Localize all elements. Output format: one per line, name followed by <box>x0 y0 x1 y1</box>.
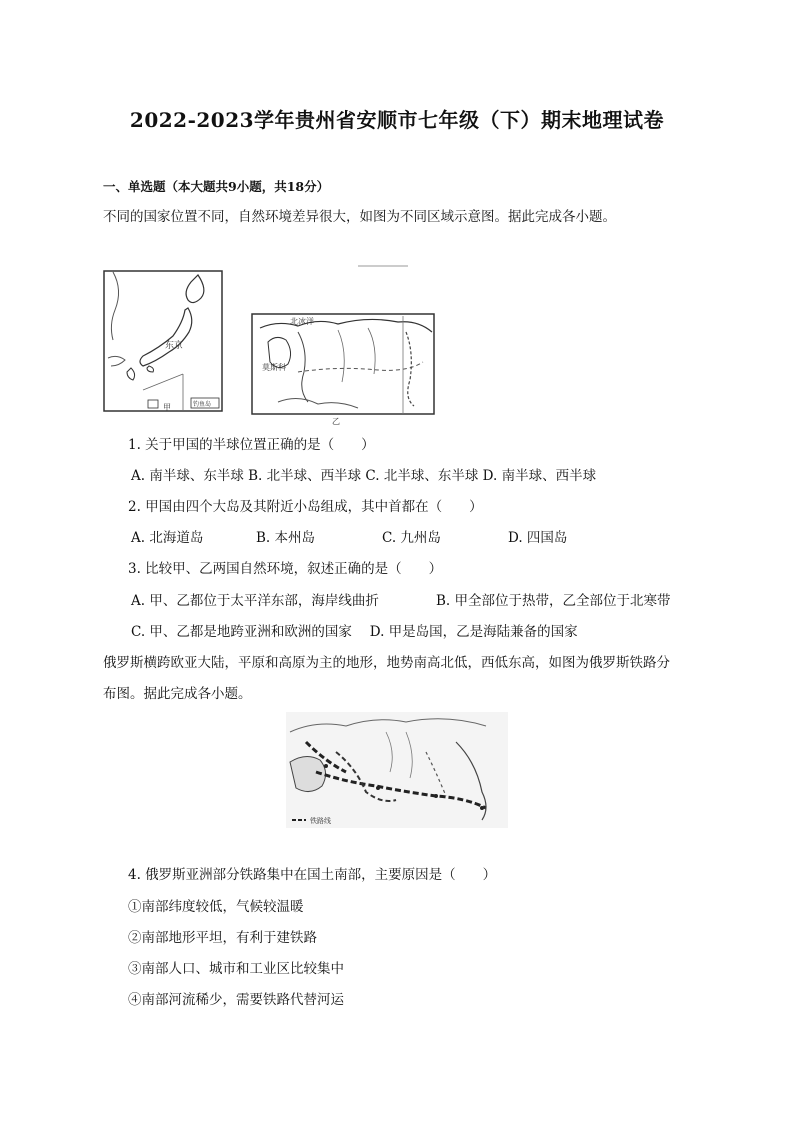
q4-item-4: ④南部河流稀少，需要铁路代替河运 <box>128 992 344 1008</box>
q2-option-d: D. 四国岛 <box>508 530 568 546</box>
map-legend: 钓鱼岛 <box>193 401 212 408</box>
section-heading: 一、单选题（本大题共9小题，共18分） <box>103 179 330 194</box>
map-russia <box>238 262 438 427</box>
label-moscow: 莫斯科 <box>262 363 286 372</box>
map-russia-railways <box>286 712 508 828</box>
q2-stem: 2. 甲国由四个大岛及其附近小岛组成，其中首都在（ ） <box>128 499 483 515</box>
label-arctic: 北冰洋 <box>290 317 314 326</box>
q3-stem: 3. 比较甲、乙两国自然环境，叙述正确的是（ ） <box>128 561 443 577</box>
label-jia: 甲 <box>163 403 171 412</box>
q1-options: A. 南半球、东半球 B. 北半球、西半球 C. 北半球、东半球 D. 南半球、西半球 <box>131 468 597 484</box>
map-japan <box>103 270 223 412</box>
q2-option-c: C. 九州岛 <box>382 530 441 546</box>
q2-option-b: B. 本州岛 <box>256 530 316 546</box>
q3-option-a: A. 甲、乙都位于太平洋东部，海岸线曲折 <box>131 593 379 609</box>
intro-text-1: 不同的国家位置不同，自然环境差异很大，如图为不同区域示意图。据此完成各小题。 <box>103 209 616 225</box>
q4-item-3: ③南部人口、城市和工业区比较集中 <box>128 961 344 977</box>
q2-option-a: A. 北海道岛 <box>131 530 204 546</box>
label-tokyo: 东京 <box>165 341 184 351</box>
q1-stem: 1. 关于甲国的半球位置正确的是（ ） <box>128 437 375 453</box>
q4-item-2: ②南部地形平坦，有利于建铁路 <box>128 930 317 946</box>
page-title: 2022-2023学年贵州省安顺市七年级（下）期末地理试卷 <box>129 108 665 132</box>
q3-option-b: B. 甲全部位于热带，乙全部位于北寒带 <box>436 593 671 609</box>
label-yi: 乙 <box>332 417 340 426</box>
q4-stem: 4. 俄罗斯亚洲部分铁路集中在国土南部，主要原因是（ ） <box>128 867 497 883</box>
q4-item-1: ①南部纬度较低，气候较温暖 <box>128 899 304 915</box>
intro-text-2-line2: 布图。据此完成各小题。 <box>103 686 252 702</box>
railway-legend: 铁路线 <box>310 817 331 825</box>
intro-text-2-line1: 俄罗斯横跨欧亚大陆，平原和高原为主的地形，地势南高北低，西低东高，如图为俄罗斯铁路分 <box>103 655 670 671</box>
q3-options-cd: C. 甲、乙都是地跨亚洲和欧洲的国家 D. 甲是岛国，乙是海陆兼备的国家 <box>131 624 578 640</box>
